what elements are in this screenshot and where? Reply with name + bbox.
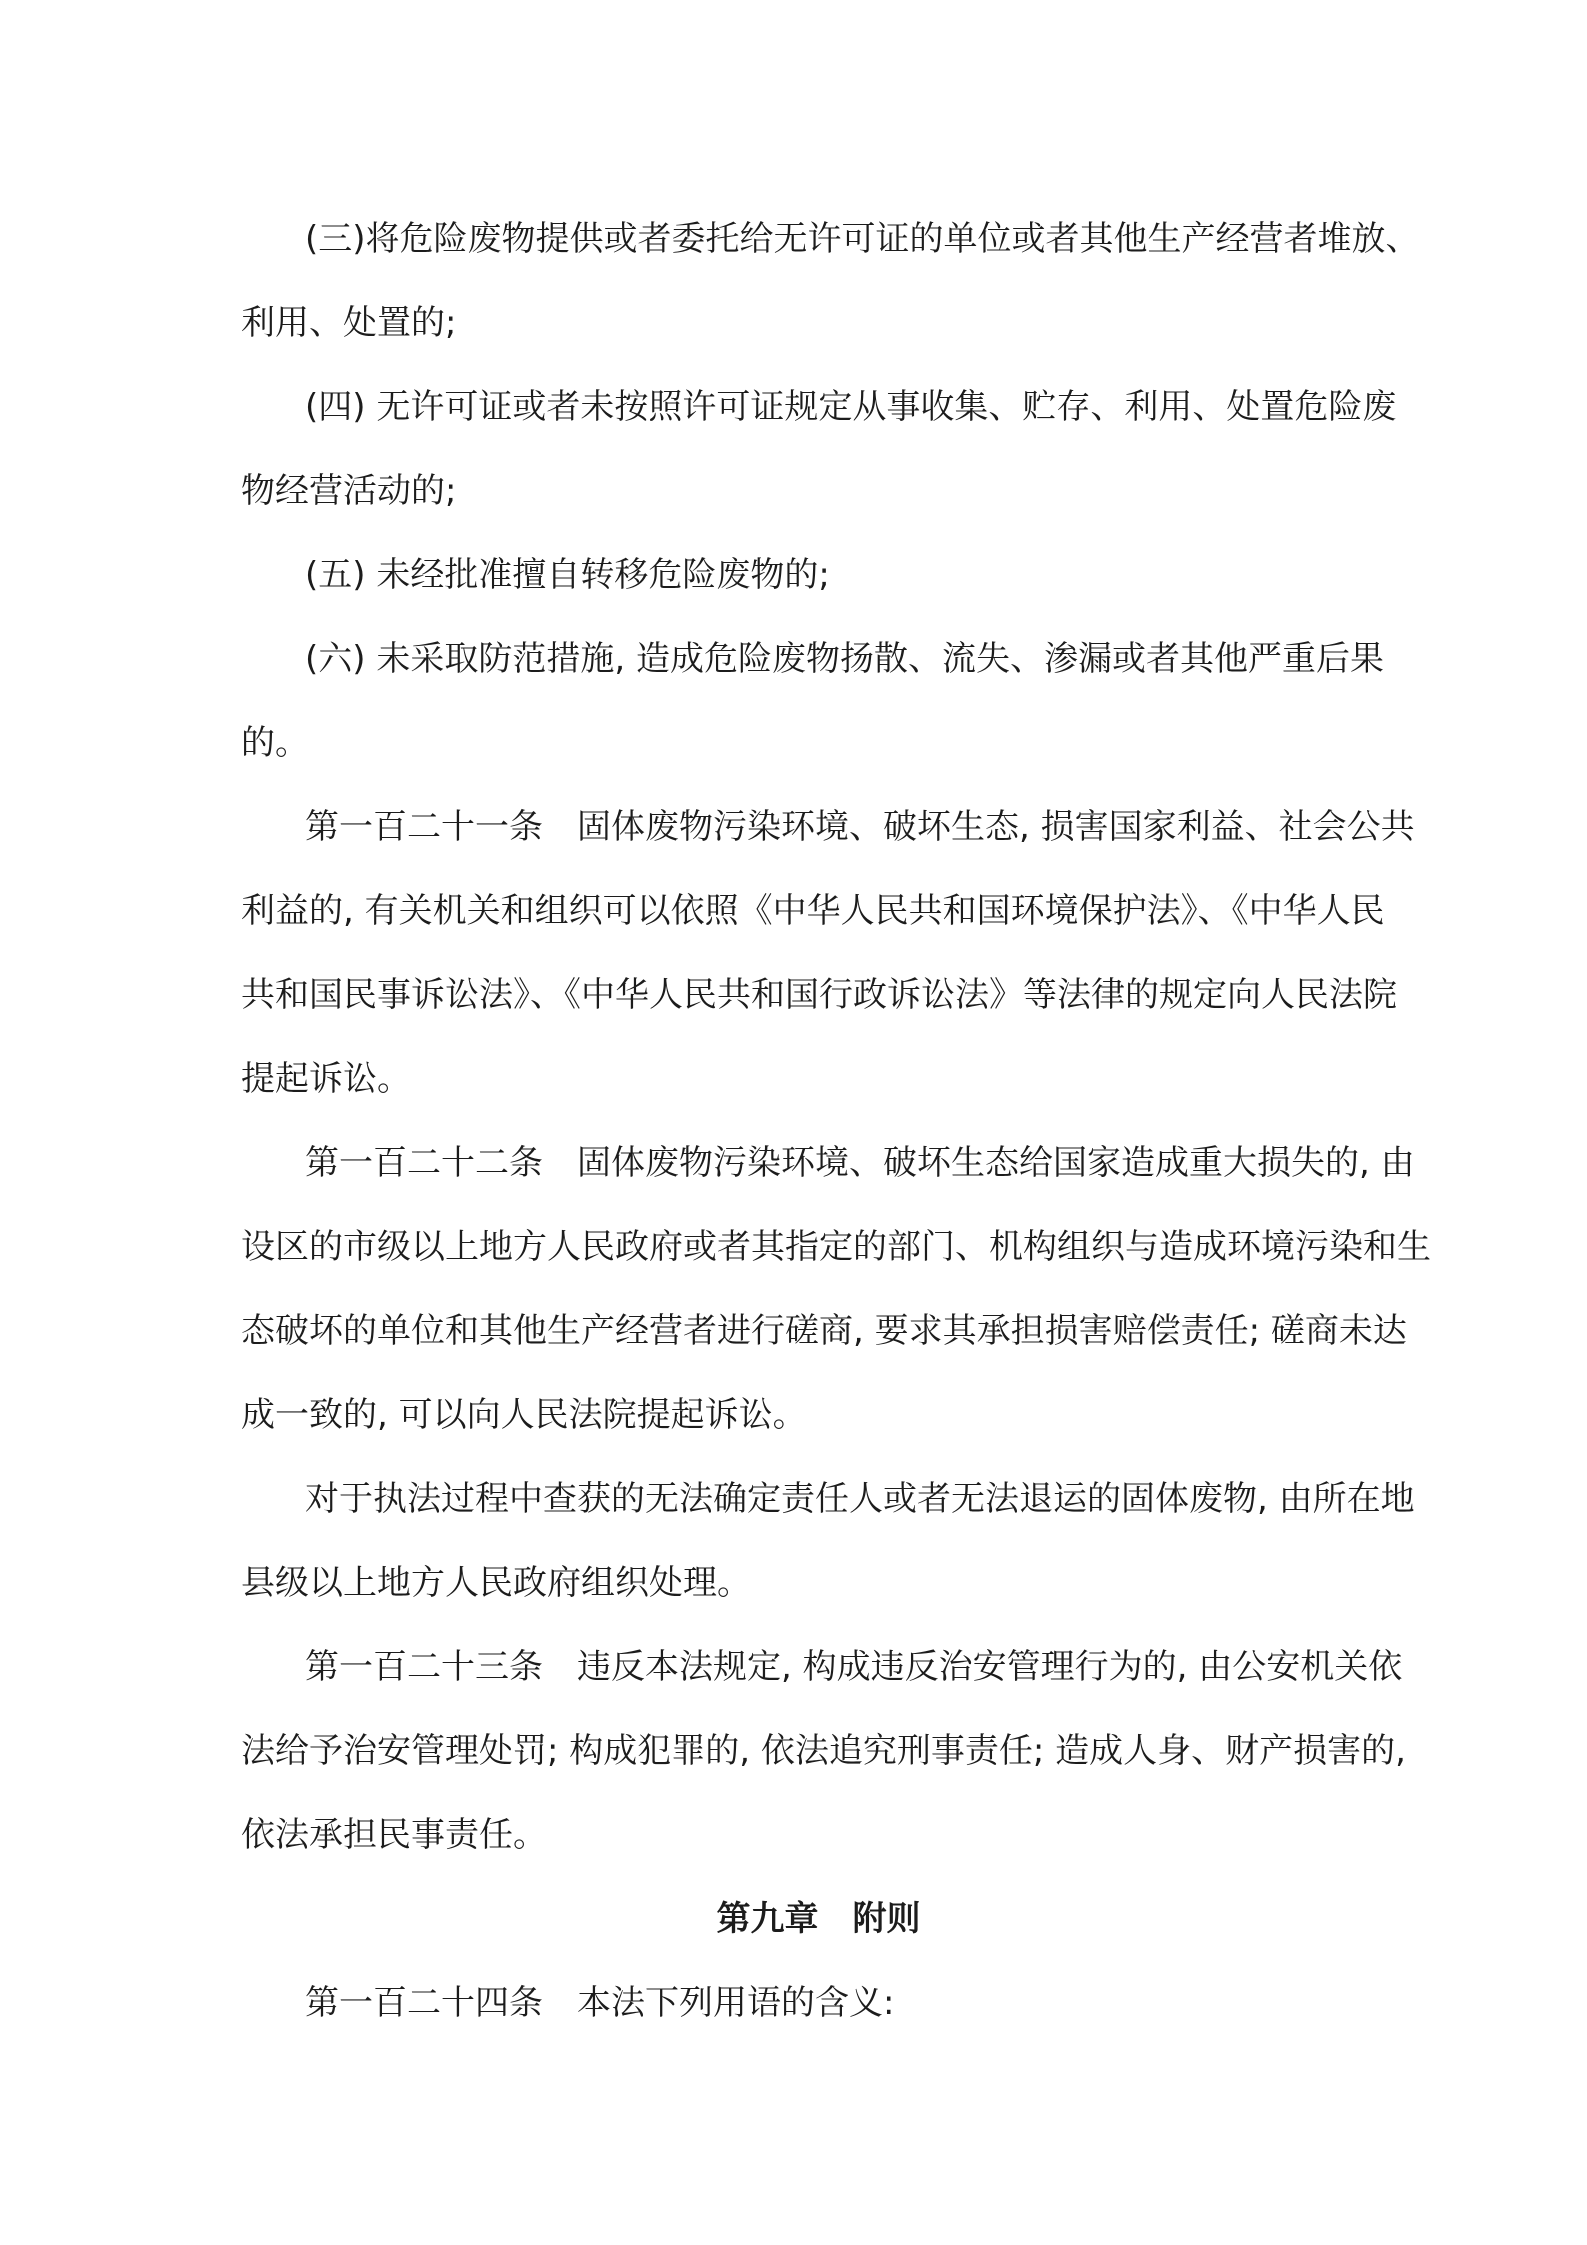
text-line: 设区的市级以上地方人民政府或者其指定的部门、机构组织与造成环境污染和生 <box>241 1227 1431 1267</box>
text-line: 利益的, 有关机关和组织可以依照《中华人民共和国环境保护法》、《中华人民 <box>241 891 1385 931</box>
text-line: 法给予治安管理处罚; 构成犯罪的, 依法追究刑事责任; 造成人身、财产损害的, <box>241 1731 1406 1771</box>
text-line: 共和国民事诉讼法》、《中华人民共和国行政诉讼法》等法律的规定向人民法院 <box>241 975 1397 1015</box>
text-line: 物经营活动的; <box>241 471 457 511</box>
text-line: 的。 <box>241 723 309 763</box>
text-line: 态破坏的单位和其他生产经营者进行磋商, 要求其承担损害赔偿责任; 磋商未达 <box>241 1311 1407 1351</box>
text-line: 第一百二十三条 违反本法规定, 构成违反治安管理行为的, 由公安机关依 <box>305 1647 1403 1687</box>
document-body <box>241 197 1431 2045</box>
text-line: 成一致的, 可以向人民法院提起诉讼。 <box>241 1395 807 1435</box>
text-line: 第一百二十二条 固体废物污染环境、破坏生态给国家造成重大损失的, 由 <box>305 1143 1415 1183</box>
text-line: 利用、处置的; <box>241 303 457 343</box>
text-line: 县级以上地方人民政府组织处理。 <box>241 1563 751 1603</box>
text-line: 第一百二十一条 固体废物污染环境、破坏生态, 损害国家利益、社会公共 <box>305 807 1415 847</box>
text-line: (六) 未采取防范措施, 造成危险废物扬散、流失、渗漏或者其他严重后果 <box>305 639 1384 679</box>
text-line: 提起诉讼。 <box>241 1059 411 1099</box>
text-line: 第一百二十四条 本法下列用语的含义: <box>305 1983 895 2023</box>
text-line: 依法承担民事责任。 <box>241 1815 547 1855</box>
text-line: 对于执法过程中查获的无法确定责任人或者无法退运的固体废物, 由所在地 <box>305 1479 1415 1519</box>
text-line: (三)将危险废物提供或者委托给无许可证的单位或者其他生产经营者堆放、 <box>305 219 1420 259</box>
chapter-title: 第九章 附则 <box>716 1899 921 1939</box>
text-line: (五) 未经批准擅自转移危险废物的; <box>305 555 830 595</box>
text-line: (四) 无许可证或者未按照许可证规定从事收集、贮存、利用、处置危险废 <box>305 387 1397 427</box>
